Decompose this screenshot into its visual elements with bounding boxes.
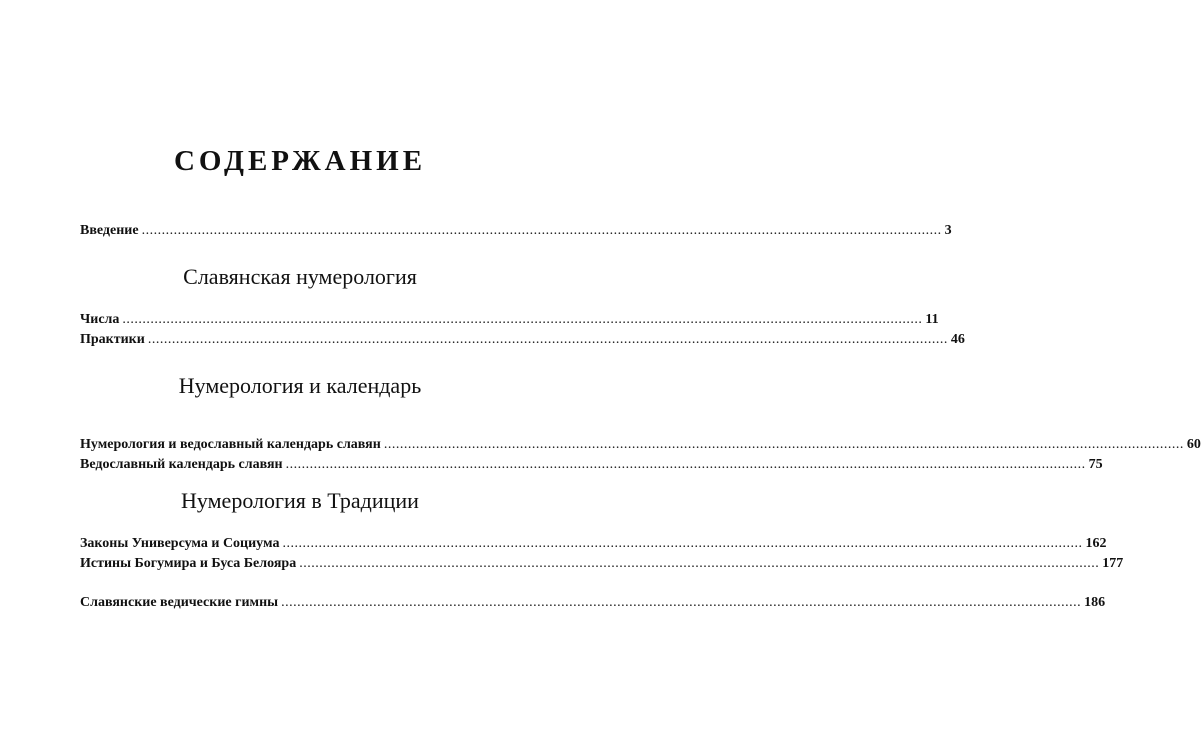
toc-entry-page-number: 60 — [1186, 437, 1201, 452]
section-heading: Нумерология и календарь — [178, 373, 422, 398]
leader-dots: ........................................................................................................................................................................................................ — [285, 457, 1086, 472]
leader-dots: ........................................................................................................................................................................................................ — [282, 536, 1083, 551]
toc-entry-label: Ведославный календарь славян — [80, 457, 283, 472]
toc-entry-label: Введение — [80, 223, 139, 238]
toc-entry[interactable] — [80, 436, 1201, 454]
toc-entry-label: Нумерология и ведославный календарь славян — [80, 437, 381, 452]
toc-entry[interactable] — [80, 456, 1103, 474]
leader-dots: ........................................................................................................................................................................................................ — [122, 312, 923, 327]
toc-entry[interactable] — [80, 535, 1107, 553]
leader-dots: ........................................................................................................................................................................................................ — [141, 223, 942, 238]
toc-entry-page-number: 162 — [1085, 536, 1107, 551]
toc-entry[interactable] — [80, 555, 1124, 573]
leader-dots: ........................................................................................................................................................................................................ — [147, 332, 948, 347]
leader-dots: ........................................................................................................................................................................................................ — [281, 595, 1082, 610]
toc-entry-page-number: 11 — [925, 312, 939, 327]
toc-entry[interactable] — [80, 311, 939, 329]
toc-entry-page-number: 3 — [944, 223, 952, 238]
toc-entry-introduction[interactable] — [80, 222, 952, 240]
section-heading: Славянская нумерология — [183, 264, 417, 289]
leader-dots: ........................................................................................................................................................................................................ — [383, 437, 1184, 452]
toc-entry-hymns[interactable] — [80, 594, 1106, 612]
leader-dots: ........................................................................................................................................................................................................ — [299, 556, 1100, 571]
toc-entry-page-number: 75 — [1088, 457, 1103, 472]
toc-entry-label: Истины Богумира и Буса Белояра — [80, 556, 297, 571]
toc-entry-label: Практики — [80, 332, 145, 347]
toc-entry-label: Славянские ведические гимны — [80, 595, 279, 610]
toc-entry-page-number: 46 — [950, 332, 965, 347]
page-title: СОДЕРЖАНИЕ — [173, 145, 427, 177]
toc-entry-label: Числа — [80, 312, 120, 327]
toc-entry-page-number: 177 — [1102, 556, 1124, 571]
toc-entry-label: Законы Универсума и Социума — [80, 536, 280, 551]
toc-entry[interactable] — [80, 331, 965, 349]
section-heading: Нумерология в Традиции — [181, 488, 419, 513]
toc-entry-page-number: 186 — [1084, 595, 1106, 610]
